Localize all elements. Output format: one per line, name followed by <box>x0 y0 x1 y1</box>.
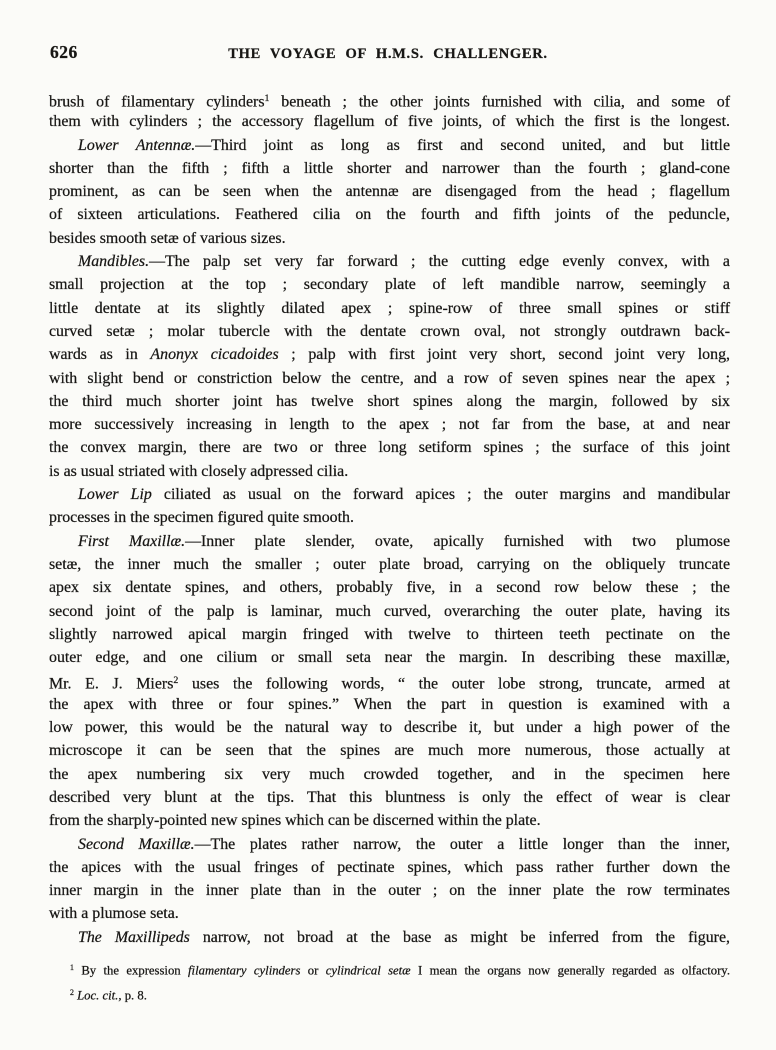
text-segment: shorter than the fifth ; fifth a little shorter and narrower than the fourth ; gland-cone <box>49 159 730 177</box>
text-segment: outer edge, and one cilium or small seta near the margin. In describing these maxillæ, <box>49 649 730 667</box>
footnote-marker: 1 <box>264 93 270 104</box>
text-line <box>49 669 730 692</box>
text-segment: By the expression <box>73 963 189 978</box>
text-line <box>49 809 730 832</box>
text-segment: brush of filamentary cylinders <box>49 93 265 111</box>
text-line <box>49 786 730 809</box>
text-segment: setæ, the inner much the smaller ; outer plate broad, carrying on the obliquely truncate <box>49 555 730 573</box>
text-line <box>49 926 730 949</box>
text-segment: narrow, not broad at the base as might be inferred from the figure, <box>189 928 730 946</box>
italic-text: The Maxillipeds <box>78 928 190 946</box>
footnote-marker: 1 <box>70 963 74 972</box>
text-line <box>49 320 730 343</box>
text-line <box>49 413 730 436</box>
italic-text: First Maxillæ. <box>78 532 186 550</box>
text-segment: the apex with three or four spines.” When the part in question is examined with a <box>49 695 730 713</box>
text-line <box>49 530 730 553</box>
text-segment: the apex numbering six very much crowded together, and in the specimen here <box>49 765 730 783</box>
text-segment: more successively increasing in length to the apex ; not far from the base, at and near <box>49 416 730 434</box>
text-segment: with a plumose seta. <box>49 905 179 923</box>
text-segment: the convex margin, there are two or three long setiform spines ; the surface of this joint <box>49 439 730 457</box>
text-segment: —The palp set very far forward ; the cutting edge evenly convex, with a <box>149 253 730 271</box>
text-segment: described very blunt at the tips. That this bluntness is only the effect of wear is clear <box>49 788 730 806</box>
text-segment: besides smooth setæ of various sizes. <box>49 229 286 247</box>
text-segment: is as usual striated with closely adpressed cilia. <box>49 462 349 480</box>
text-segment: apex six dentate spines, and others, probably five, in a second row below these ; the <box>49 579 730 597</box>
text-line <box>49 623 730 646</box>
text-segment: curved setæ ; molar tubercle with the dentate crown oval, not strongly outdrawn back- <box>49 322 730 340</box>
text-line <box>49 390 730 413</box>
italic-text: cylindrical setæ <box>325 963 411 978</box>
text-segment: prominent, as can be seen when the antennæ are disengaged from the head ; flagellum <box>49 183 730 201</box>
text-line <box>49 180 730 203</box>
text-line <box>49 134 730 157</box>
footnote-line <box>49 957 730 982</box>
text-segment: —Third joint as long as first and second united, and but little <box>195 136 730 154</box>
text-segment: second joint of the palp is laminar, much curved, overarching the outer plate, having its <box>49 602 730 620</box>
italic-text: Lower Lip <box>78 486 152 504</box>
text-line <box>49 763 730 786</box>
text-line <box>49 110 730 133</box>
text-segment: small projection at the top ; secondary plate of left mandible narrow, seemingly a <box>49 276 730 294</box>
text-line <box>49 856 730 879</box>
text-line <box>49 436 730 459</box>
text-line <box>49 716 730 739</box>
body-text <box>49 87 730 949</box>
footnote-marker: 2 <box>173 675 179 687</box>
italic-text: Second Maxillæ. <box>78 835 195 853</box>
text-segment: , p. 8. <box>118 988 147 1003</box>
text-segment: of sixteen articulations. Feathered cilia on the fourth and fifth joints of the peduncle, <box>49 206 730 224</box>
text-segment: wards as in <box>49 346 151 364</box>
text-line <box>49 367 730 390</box>
footnote-line <box>49 982 730 1007</box>
text-segment: ; palp with first joint very short, second joint very long, <box>278 346 730 364</box>
text-line <box>49 460 730 483</box>
text-line <box>49 693 730 716</box>
text-segment: ciliated as usual on the forward apices ; the outer margins and mandibular <box>151 486 730 504</box>
text-segment: —Inner plate slender, ovate, apically furnished with two plumose <box>185 532 730 550</box>
text-segment: little dentate at its slightly dilated apex ; spine-row of three small spines or stiff <box>49 299 730 317</box>
text-segment: slightly narrowed apical margin fringed with twelve to thirteen teeth pectinate on the <box>49 625 730 643</box>
text-segment: or <box>300 963 326 978</box>
text-line <box>49 483 730 506</box>
italic-text: Anonyx cicadoides <box>150 346 279 364</box>
text-segment: Mr. E. J. Miers <box>49 675 174 693</box>
text-line <box>49 902 730 925</box>
text-segment: inner margin in the inner plate than in the outer ; on the inner plate the row terminates <box>49 882 730 900</box>
text-segment: processes in the specimen figured quite smooth. <box>49 509 354 527</box>
text-line <box>49 343 730 366</box>
text-segment: low power, this would be the natural way to describe it, but under a high power of the <box>49 719 730 737</box>
text-line <box>49 506 730 529</box>
italic-text: filamentary cylinders <box>188 963 301 978</box>
text-segment: —The plates rather narrow, the outer a little longer than the inner, <box>194 835 730 853</box>
footnotes <box>49 957 730 1007</box>
text-line <box>49 250 730 273</box>
text-line <box>49 273 730 296</box>
text-line <box>49 227 730 250</box>
text-line <box>49 87 730 110</box>
text-segment: uses the following words, “ the outer lobe strong, truncate, armed at <box>178 675 730 693</box>
text-segment: the third much shorter joint has twelve short spines along the margin, followed by six <box>49 392 730 410</box>
running-title: THE VOYAGE OF H.M.S. CHALLENGER. <box>228 46 548 62</box>
text-segment: I mean the organs now generally regarded as olfactory. <box>410 963 730 978</box>
text-line <box>49 600 730 623</box>
text-segment: them with cylinders ; the accessory flagellum of five joints, of which the first is the longest. <box>49 113 730 131</box>
text-line <box>49 157 730 180</box>
text-line <box>49 576 730 599</box>
page-number: 626 <box>50 42 78 62</box>
text-line <box>49 553 730 576</box>
text-segment: beneath ; the other joints furnished with cilia, and some of <box>269 93 731 111</box>
italic-text: Lower Antennæ. <box>78 136 196 154</box>
text-line <box>49 203 730 226</box>
text-line <box>49 297 730 320</box>
footnote-marker: 2 <box>70 987 74 997</box>
text-line <box>49 646 730 669</box>
text-line <box>49 879 730 902</box>
text-line <box>49 739 730 762</box>
italic-text: Mandibles. <box>78 253 150 271</box>
text-segment: with slight bend or constriction below the centre, and a row of seven spines near the apex ; <box>49 369 730 387</box>
text-segment: the apices with the usual fringes of pectinate spines, which pass rather further down the <box>49 858 730 876</box>
text-line <box>49 833 730 856</box>
text-segment: microscope it can be seen that the spines are much more numerous, those actually at <box>49 742 730 760</box>
text-segment: from the sharply-pointed new spines which can be discerned within the plate. <box>49 812 541 830</box>
italic-text: Loc. cit. <box>73 988 119 1003</box>
